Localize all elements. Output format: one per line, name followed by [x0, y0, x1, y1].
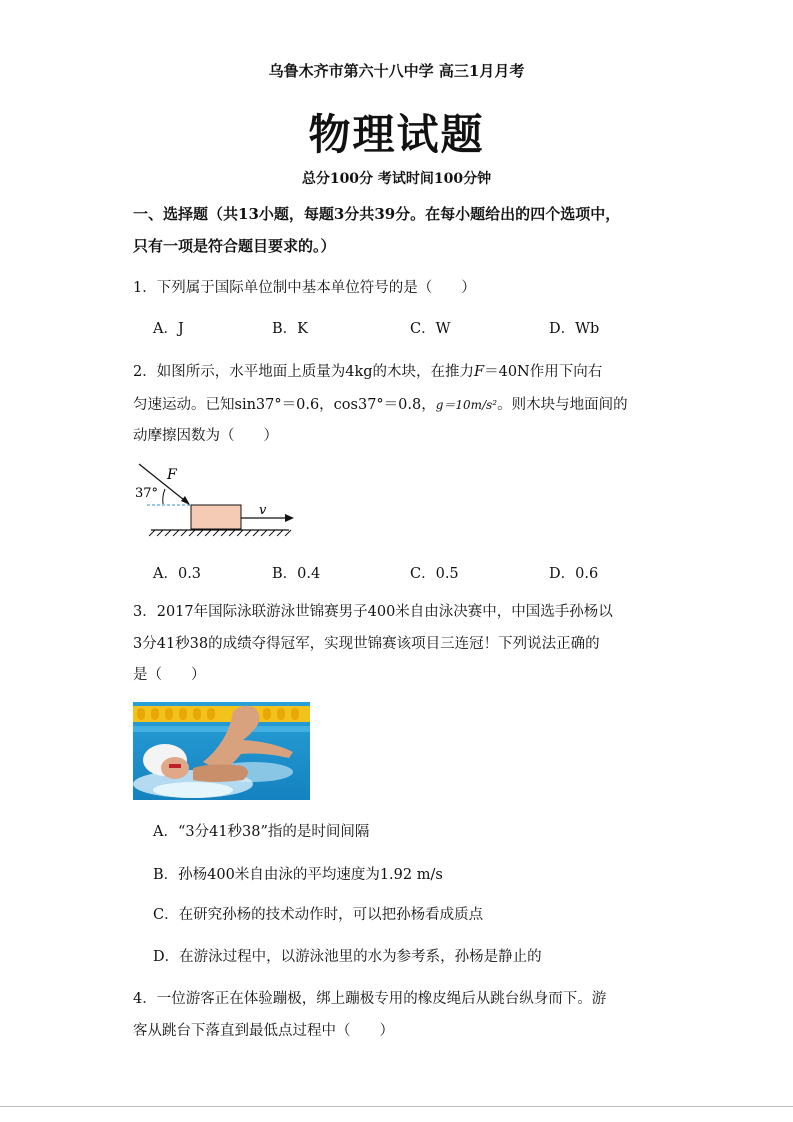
angle-label: 37° — [135, 486, 159, 501]
push-force-arrowhead — [181, 496, 190, 505]
wood-block — [191, 505, 241, 529]
exam-subtitle: 总分100分 考试时间100分钟 — [301, 171, 492, 187]
velocity-label: v — [259, 503, 267, 518]
q2-line2-post: 。则木块与地面间的 — [497, 397, 628, 413]
q2-line1-pre: 2．如图所示，水平地面上质量为4kg的木块，在推力 — [133, 364, 475, 380]
q2-option-d: D．0.6 — [549, 566, 599, 582]
q3-option-a: A．“3分41秒38”指的是时间间隔 — [153, 824, 370, 840]
angle-arc — [163, 489, 165, 504]
q3-line1: 3．2017年国际泳联游泳世锦赛男子400米自由泳决赛中，中国选手孙杨以 — [133, 604, 613, 620]
q2-line1 — [133, 360, 602, 381]
q1-option-c: C．W — [410, 321, 451, 337]
section-heading-line2: 只有一项是符合题目要求的。） — [133, 237, 336, 255]
q1-option-b: B．K — [272, 321, 308, 337]
q4-line2: 客从跳台下落直到最低点过程中（ ） — [133, 1023, 394, 1039]
q2-line3: 动摩擦因数为（ ） — [133, 428, 278, 444]
q2-option-a: A．0.3 — [153, 566, 202, 582]
q1-option-d: D．Wb — [549, 321, 600, 337]
swimmer-photo — [133, 702, 310, 800]
page-bottom-divider — [0, 1106, 793, 1107]
q3-line2: 3分41秒38的成绩夺得冠军，实现世锦赛该项目三连冠！下列说法正确的 — [133, 636, 600, 652]
q2-line2 — [133, 393, 628, 414]
q2-line1-post: ＝40N作用下向右 — [484, 364, 603, 380]
q4-line1: 4．一位游客正在体验蹦极，绑上蹦极专用的橡皮绳后从跳台纵身而下。游 — [133, 991, 607, 1007]
q3-line3: 是（ ） — [133, 667, 206, 683]
q3-option-d: D．在游泳过程中，以游泳池里的水为参考系，孙杨是静止的 — [153, 949, 542, 965]
ground-hatching — [149, 530, 291, 536]
q2-option-c: C．0.5 — [410, 566, 459, 582]
q2-figure — [133, 460, 303, 542]
q2-force-symbol: F — [474, 364, 485, 380]
q2-option-b: B．0.4 — [272, 566, 321, 582]
force-label: F — [167, 467, 177, 483]
q2-line2-pre: 匀速运动。已知sin37°＝0.6，cos37°＝0.8， — [133, 397, 436, 413]
q3-option-c: C．在研究孙杨的技术动作时，可以把孙杨看成质点 — [153, 907, 484, 923]
q3-option-b: B．孙杨400米自由泳的平均速度为1.92 m/s — [153, 867, 443, 883]
q1-stem: 1．下列属于国际单位制中基本单位符号的是（ ） — [133, 280, 476, 296]
section-heading-line1: 一、选择题（共13小题，每题3分共39分。在每小题给出的四个选项中， — [133, 205, 621, 223]
q1-option-a: A．J — [153, 321, 184, 337]
q2-gravity-value: g＝10m/s² — [435, 398, 498, 412]
velocity-arrowhead — [285, 514, 294, 522]
school-header: 乌鲁木齐市第六十八中学 高三1月月考 — [268, 62, 525, 80]
page-title: 物理试题 — [308, 110, 485, 159]
